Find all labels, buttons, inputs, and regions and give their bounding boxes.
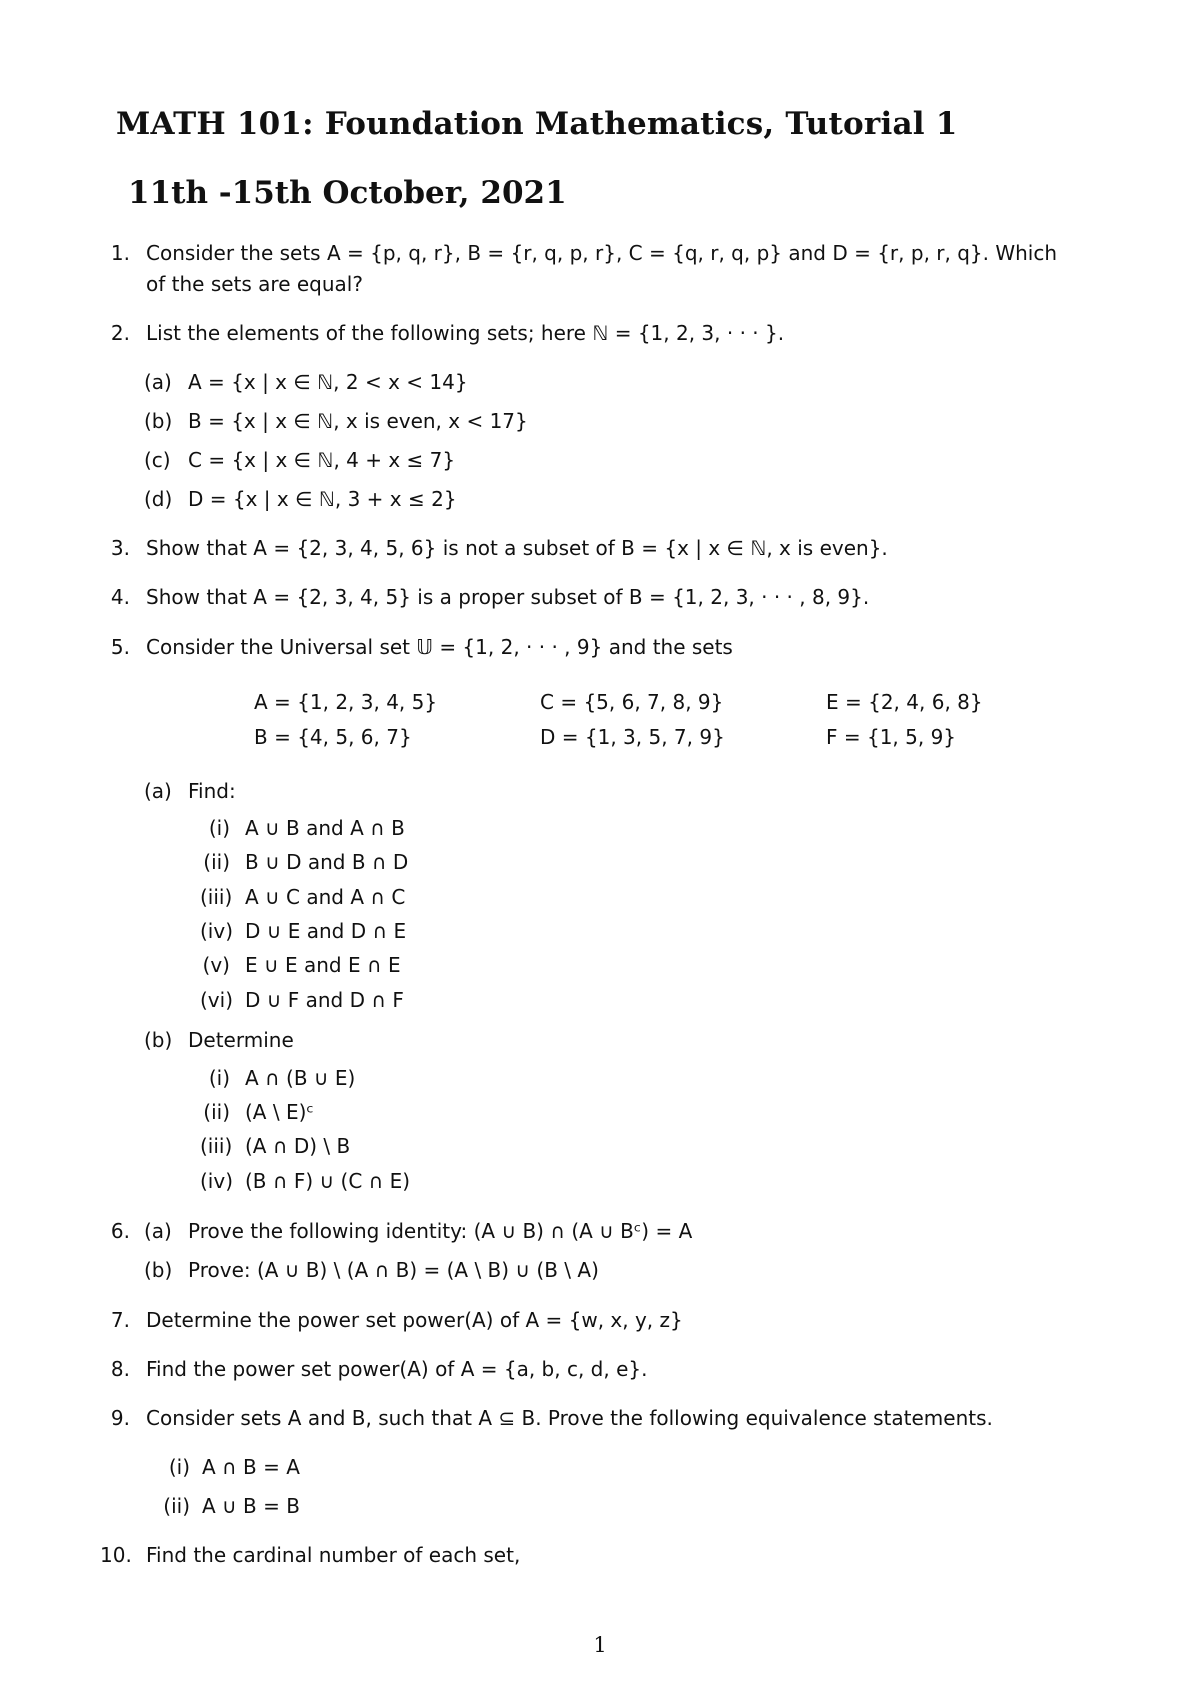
subpart-label: (iii) [200,885,233,909]
subpart-label: (ii) [203,850,230,874]
question-number: 3. [110,536,130,560]
question-5b-text: Determine [188,1028,294,1052]
subpart-label: (ii) [163,1494,190,1518]
question-5b-i: A ∩ (B ∪ E) [245,1066,356,1090]
question-2c-text: C = {x | x ∈ ℕ, 4 + x ≤ 7} [188,448,456,472]
question-5a-iii: A ∪ C and A ∩ C [245,885,406,909]
set-e-definition: E = {2, 4, 6, 8} [826,690,983,714]
set-b-definition: B = {4, 5, 6, 7} [254,725,412,749]
question-3-text: Show that A = {2, 3, 4, 5, 6} is not a subset of B = {x | x ∈ ℕ, x is even}. [146,536,888,560]
question-number: 1. [110,241,130,265]
part-label: (a) [144,370,172,394]
question-6a-text: Prove the following identity: (A ∪ B) ∩ (A ∪ Bᶜ) = A [188,1219,693,1243]
question-5a-ii: B ∪ D and B ∩ D [245,850,409,874]
question-number: 4. [110,585,130,609]
part-label: (c) [144,448,171,472]
set-d-definition: D = {1, 3, 5, 7, 9} [540,725,725,749]
subpart-label: (vi) [200,988,233,1012]
question-number: 6. [110,1219,130,1243]
subpart-label: (v) [202,953,230,977]
part-label: (b) [144,409,173,433]
part-label: (d) [144,487,173,511]
question-number: 9. [110,1406,130,1430]
question-5b-iii: (A ∩ D) \ B [245,1134,351,1158]
question-number: 10. [100,1543,132,1567]
question-1-line-2: of the sets are equal? [146,272,363,296]
question-10-text: Find the cardinal number of each set, [146,1543,521,1567]
question-9-ii: A ∪ B = B [202,1494,300,1518]
set-c-definition: C = {5, 6, 7, 8, 9} [540,690,724,714]
subpart-label: (iv) [200,1169,233,1193]
subpart-label: (i) [168,1455,190,1479]
question-number: 8. [110,1357,130,1381]
part-label: (b) [144,1258,173,1282]
question-number: 7. [110,1308,130,1332]
subpart-label: (i) [208,816,230,840]
question-5a-iv: D ∪ E and D ∩ E [245,919,407,943]
question-4-text: Show that A = {2, 3, 4, 5} is a proper subset of B = {1, 2, 3, · · · , 8, 9}. [146,585,870,609]
question-5b-ii: (A \ E)ᶜ [245,1100,314,1124]
question-number: 2. [110,321,130,345]
document-title: MATH 101: Foundation Mathematics, Tutorial 1 [116,106,958,142]
part-label: (a) [144,1219,172,1243]
part-label: (b) [144,1028,173,1052]
question-9-i: A ∩ B = A [202,1455,300,1479]
question-7-text: Determine the power set power(A) of A = {w, x, y, z} [146,1308,683,1332]
subpart-label: (i) [208,1066,230,1090]
document-date: 11th -15th October, 2021 [128,175,567,211]
subpart-label: (ii) [203,1100,230,1124]
question-1-line-1: Consider the sets A = {p, q, r}, B = {r, q, p, r}, C = {q, r, q, p} and D = {r, p, r, q}. Which [146,241,1058,265]
page-number: 1 [593,1633,607,1657]
question-number: 5. [110,635,130,659]
question-6b-text: Prove: (A ∪ B) \ (A ∩ B) = (A \ B) ∪ (B \ A) [188,1258,599,1282]
part-label: (a) [144,779,172,803]
question-2d-text: D = {x | x ∈ ℕ, 3 + x ≤ 2} [188,487,457,511]
set-a-definition: A = {1, 2, 3, 4, 5} [254,690,438,714]
question-2-text: List the elements of the following sets; here ℕ = {1, 2, 3, · · · }. [146,321,785,345]
subpart-label: (iv) [200,919,233,943]
subpart-label: (iii) [200,1134,233,1158]
question-9-text: Consider sets A and B, such that A ⊆ B. Prove the following equivalence statements. [146,1406,993,1430]
question-5a-v: E ∪ E and E ∩ E [245,953,401,977]
question-5a-text: Find: [188,779,236,803]
question-5a-i: A ∪ B and A ∩ B [245,816,405,840]
question-8-text: Find the power set power(A) of A = {a, b, c, d, e}. [146,1357,648,1381]
question-2b-text: B = {x | x ∈ ℕ, x is even, x < 17} [188,409,528,433]
question-2a-text: A = {x | x ∈ ℕ, 2 < x < 14} [188,370,468,394]
question-5b-iv: (B ∩ F) ∪ (C ∩ E) [245,1169,411,1193]
set-f-definition: F = {1, 5, 9} [826,725,957,749]
question-5-text: Consider the Universal set 𝕌 = {1, 2, · · · , 9} and the sets [146,635,733,659]
question-5a-vi: D ∪ F and D ∩ F [245,988,404,1012]
